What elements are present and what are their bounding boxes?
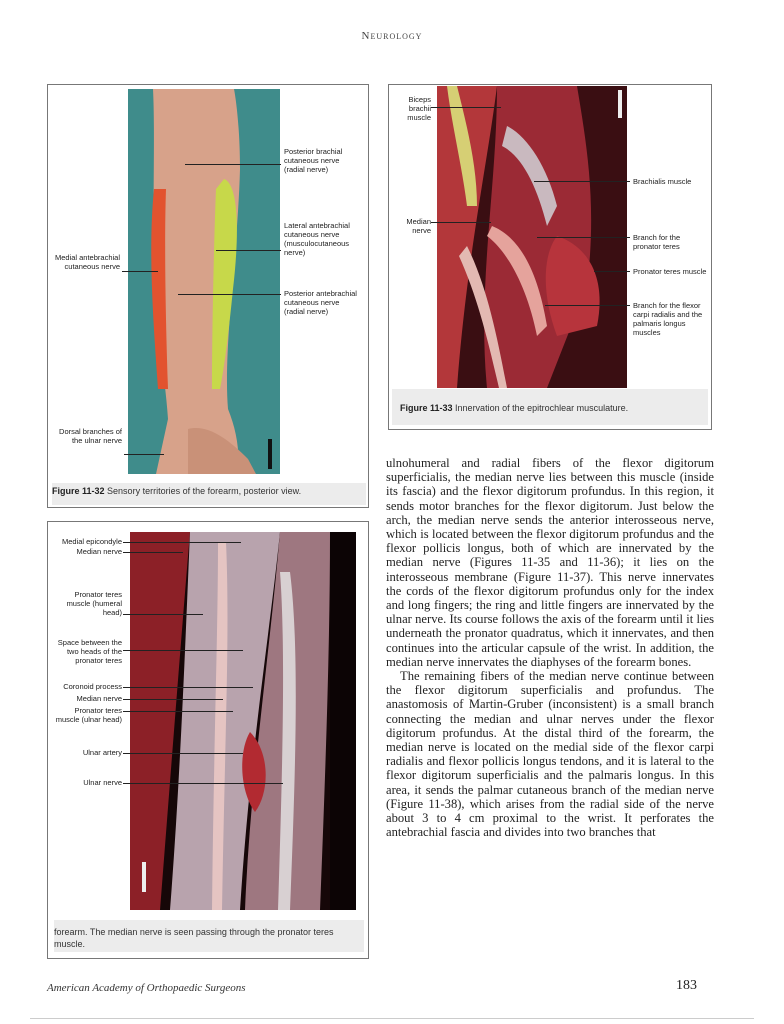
label-medial-antebrachial: Medial antebrachial cutaneous nerve bbox=[54, 253, 120, 271]
label-biceps: Biceps brachii muscle bbox=[407, 95, 431, 122]
label-median-nerve-mid: Median nerve bbox=[76, 694, 122, 703]
paragraph-2: The remaining fibers of the median nerve continue between the flexor digitorum superficialis and profundus. The anastomosis of Martin-Gruber (inconsistent) is a small branch connecting the median and ulnar nerves under the flexor digitorum profundus. At the distal third of the forearm, the median nerve is located on the medial side of the flexor carpi radialis and flexor pollicis longus tendons, and it is lateral to the flexor digitorum superficialis and the palmaris longus. In this area, it sends the palmar cutaneous branch of the median nerve (Figure 11-38), which arises from the radial side of the nerve about 3 to 4 cm proximal to the wrist. It perforates the antebrachial fascia and divides into two branches that bbox=[386, 669, 714, 840]
label-median-nerve: Median nerve bbox=[406, 217, 431, 235]
page-number: 183 bbox=[676, 978, 697, 993]
label-brachialis: Brachialis muscle bbox=[633, 177, 692, 186]
caption-text: Sensory territories of the forearm, posterior view. bbox=[107, 486, 302, 496]
forearm-nerve-dissection-photo bbox=[130, 532, 356, 910]
running-head: Neurology bbox=[361, 30, 423, 42]
label-pronator-ulnar: Pronator teres muscle (ulnar head) bbox=[55, 706, 122, 724]
figure-11-33 bbox=[388, 84, 712, 430]
footer-publisher: American Academy of Orthopaedic Surgeons bbox=[47, 982, 246, 994]
label-branch-flexor: Branch for the flexor carpi radialis and the palmaris longus muscles bbox=[633, 301, 703, 337]
label-posterior-brachial: Posterior brachial cutaneous nerve (radial nerve) bbox=[284, 147, 343, 174]
figure-11-34 bbox=[47, 521, 369, 959]
label-lateral-antebrachial: Lateral antebrachial cutaneous nerve (musculocutaneous nerve) bbox=[284, 221, 350, 257]
label-ulnar-artery: Ulnar artery bbox=[82, 748, 122, 757]
caption-number: Figure 11-32 bbox=[52, 486, 105, 496]
figure-11-33-caption bbox=[392, 389, 708, 425]
footer-rule bbox=[30, 1018, 754, 1019]
body-text bbox=[386, 456, 714, 839]
figure-11-32 bbox=[47, 84, 369, 508]
figure-11-34-caption: forearm. The median nerve is seen passing through the pronator teres muscle. bbox=[54, 920, 364, 952]
label-pronator-muscle: Pronator teres muscle bbox=[633, 267, 707, 276]
paragraph-1: ulnohumeral and radial fibers of the flexor digitorum superficialis, the median nerve lies between this muscle (inside its fascia) and the flexor digitorum profundus. In this region, it sends motor branches for the flexor digitorum. Just below the arch, the median nerve sends the anterior interosseous nerve, which is located between the flexor digitorum profundus and the flexor pollicis longus, both of which are innervated by the median nerve (Figures 11-35 and 11-36); it lies on the interosseous membrane (Figure 11-37). This nerve innervates the cords of the flexor digitorum profundus only for the index and long fingers; the ring and little fingers are innervated by the ulnar nerve. Its course follows the axis of the forearm until it lies underneath the pronator quadratus, which it innervates, and then continues into the articular capsule of the wrist. In addition, the median nerve innervates the diaphyses of the forearm bones. bbox=[386, 456, 714, 669]
label-ulnar-nerve: Ulnar nerve bbox=[83, 778, 122, 787]
label-medial-epicondyle: Medial epicondyle bbox=[61, 537, 122, 546]
forearm-posterior-photo bbox=[128, 89, 280, 474]
label-median-nerve-top: Median nerve bbox=[76, 547, 122, 556]
label-posterior-antebrachial: Posterior antebrachial cutaneous nerve (radial nerve) bbox=[284, 289, 357, 316]
figure-11-32-caption bbox=[52, 483, 366, 505]
caption-text: Innervation of the epitrochlear musculature. bbox=[455, 403, 629, 413]
label-branch-pronator: Branch for the pronator teres bbox=[633, 233, 681, 251]
label-coronoid: Coronoid process bbox=[63, 682, 122, 691]
caption-number: Figure 11-33 bbox=[400, 403, 453, 413]
label-dorsal-ulnar: Dorsal branches of the ulnar nerve bbox=[59, 427, 122, 445]
label-space-between: Space between the two heads of the pronator teres bbox=[57, 638, 122, 665]
label-pronator-humeral: Pronator teres muscle (humeral head) bbox=[66, 590, 122, 617]
